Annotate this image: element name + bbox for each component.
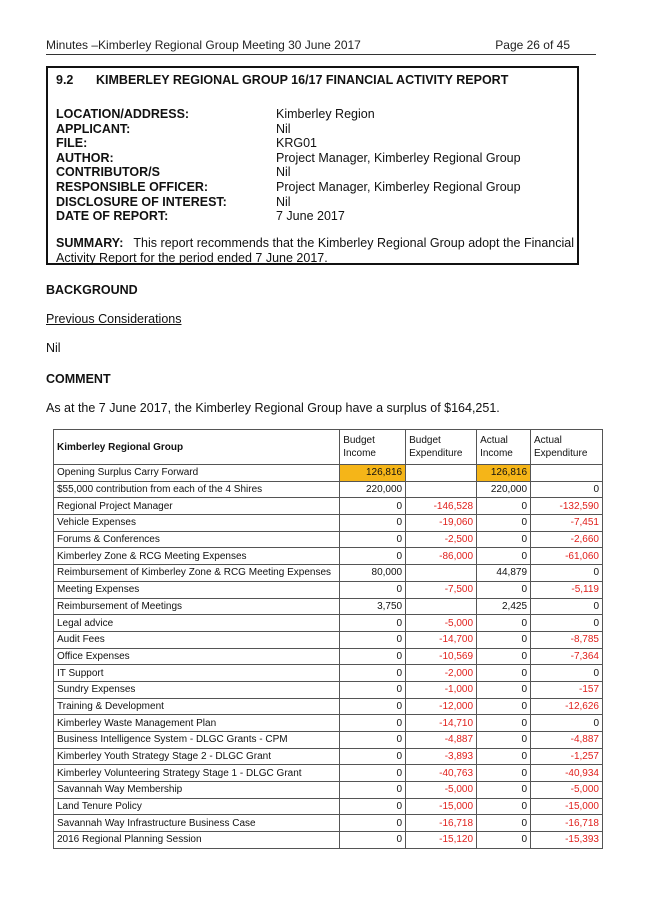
column-header: Budget Expenditure xyxy=(406,430,477,465)
table-row xyxy=(54,465,603,482)
value-cell: -2,660 xyxy=(531,531,603,548)
table-row xyxy=(54,565,603,582)
value-cell: -61,060 xyxy=(531,548,603,565)
column-header: Kimberley Regional Group xyxy=(54,430,340,465)
value-cell: 0 xyxy=(531,615,603,632)
field-value: Kimberley Region xyxy=(276,107,375,121)
table-row xyxy=(54,598,603,615)
value-cell: -19,060 xyxy=(406,515,477,532)
row-label-cell: Reimbursement of Meetings xyxy=(54,598,340,615)
table-row xyxy=(54,515,603,532)
row-label-cell: Reimbursement of Kimberley Zone & RCG Meeting Expenses xyxy=(54,565,340,582)
row-label-cell: Sundry Expenses xyxy=(54,681,340,698)
report-number: 9.2 xyxy=(56,73,74,87)
table-row xyxy=(54,782,603,799)
value-cell: -8,785 xyxy=(531,631,603,648)
row-label-cell: Kimberley Waste Management Plan xyxy=(54,715,340,732)
value-cell: -5,000 xyxy=(406,782,477,799)
value-cell: -5,000 xyxy=(406,615,477,632)
field-row xyxy=(56,107,574,122)
value-cell: -12,626 xyxy=(531,698,603,715)
value-cell xyxy=(531,465,603,482)
field-row xyxy=(56,136,574,151)
table-row xyxy=(54,832,603,849)
row-label-cell: Kimberley Volunteering Strategy Stage 1 - DLGC Grant xyxy=(54,765,340,782)
value-cell: -157 xyxy=(531,681,603,698)
value-cell: 0 xyxy=(340,548,406,565)
table-header-row xyxy=(54,430,603,465)
value-cell: -2,500 xyxy=(406,531,477,548)
value-cell: 0 xyxy=(477,648,531,665)
value-cell: 0 xyxy=(531,481,603,498)
header-title: Minutes –Kimberley Regional Group Meeting 30 June 2017 xyxy=(46,38,361,52)
report-summary-box xyxy=(46,66,579,265)
field-label: LOCATION/ADDRESS: xyxy=(56,107,190,121)
value-cell: 0 xyxy=(340,765,406,782)
value-cell: -15,000 xyxy=(406,798,477,815)
value-cell: -7,364 xyxy=(531,648,603,665)
summary xyxy=(56,236,574,266)
value-cell: 0 xyxy=(531,565,603,582)
table-row xyxy=(54,732,603,749)
value-cell: -7,451 xyxy=(531,515,603,532)
value-cell: 0 xyxy=(340,732,406,749)
table-row xyxy=(54,631,603,648)
value-cell: -40,934 xyxy=(531,765,603,782)
field-label: DISCLOSURE OF INTEREST: xyxy=(56,194,227,209)
value-cell: 0 xyxy=(477,615,531,632)
table-row xyxy=(54,581,603,598)
row-label-cell: Meeting Expenses xyxy=(54,581,340,598)
value-cell: -5,119 xyxy=(531,581,603,598)
value-cell: -15,120 xyxy=(406,832,477,849)
row-label-cell: Legal advice xyxy=(54,615,340,632)
background-heading: BACKGROUND xyxy=(46,283,138,297)
table-row xyxy=(54,498,603,515)
row-label-cell: $55,000 contribution from each of the 4 Shires xyxy=(54,481,340,498)
value-cell: -2,000 xyxy=(406,665,477,682)
value-cell: -146,528 xyxy=(406,498,477,515)
field-value: KRG01 xyxy=(276,136,317,151)
field-value: Nil xyxy=(276,165,291,180)
comment-heading: COMMENT xyxy=(46,372,111,386)
value-cell: 0 xyxy=(340,832,406,849)
page-number: Page 26 of 45 xyxy=(495,38,570,52)
value-cell: 44,879 xyxy=(477,565,531,582)
value-cell: 0 xyxy=(340,748,406,765)
field-label: FILE: xyxy=(56,136,88,151)
comment-text: As at the 7 June 2017, the Kimberley Regional Group have a surplus of $164,251. xyxy=(46,401,500,415)
table-row xyxy=(54,548,603,565)
value-cell: 80,000 xyxy=(340,565,406,582)
value-cell: -1,257 xyxy=(531,748,603,765)
value-cell: -3,893 xyxy=(406,748,477,765)
value-cell: 220,000 xyxy=(340,481,406,498)
value-cell: -5,000 xyxy=(531,782,603,799)
page-header xyxy=(46,38,596,55)
value-cell: 0 xyxy=(340,681,406,698)
value-cell: -16,718 xyxy=(406,815,477,832)
summary-label: SUMMARY: xyxy=(56,235,124,250)
value-cell: 0 xyxy=(477,832,531,849)
row-label-cell: Business Intelligence System - DLGC Grants - CPM xyxy=(54,732,340,749)
field-label: APPLICANT: xyxy=(56,121,131,136)
report-fields xyxy=(56,107,574,224)
row-label-cell: Kimberley Youth Strategy Stage 2 - DLGC Grant xyxy=(54,748,340,765)
row-label-cell: Forums & Conferences xyxy=(54,531,340,548)
table-row xyxy=(54,648,603,665)
value-cell: 0 xyxy=(477,782,531,799)
table-row xyxy=(54,481,603,498)
table-row xyxy=(54,665,603,682)
table-row xyxy=(54,748,603,765)
background-text: Nil xyxy=(46,341,61,355)
value-cell: 0 xyxy=(477,815,531,832)
row-label-cell: Savannah Way Infrastructure Business Case xyxy=(54,815,340,832)
value-cell: -132,590 xyxy=(531,498,603,515)
report-title-text: KIMBERLEY REGIONAL GROUP 16/17 FINANCIAL ACTIVITY REPORT xyxy=(96,73,509,87)
value-cell: 0 xyxy=(477,631,531,648)
table-row xyxy=(54,681,603,698)
table-row xyxy=(54,798,603,815)
table-row xyxy=(54,715,603,732)
value-cell: -1,000 xyxy=(406,681,477,698)
field-value: Project Manager, Kimberley Regional Group xyxy=(276,179,521,194)
value-cell: -4,887 xyxy=(531,732,603,749)
value-cell: 0 xyxy=(477,765,531,782)
field-value: 7 June 2017 xyxy=(276,209,345,224)
value-cell: 3,750 xyxy=(340,598,406,615)
row-label-cell: Regional Project Manager xyxy=(54,498,340,515)
value-cell: 220,000 xyxy=(477,481,531,498)
row-label-cell: Kimberley Zone & RCG Meeting Expenses xyxy=(54,548,340,565)
field-row xyxy=(56,122,574,137)
value-cell xyxy=(406,565,477,582)
value-cell: 2,425 xyxy=(477,598,531,615)
value-cell: 0 xyxy=(340,782,406,799)
row-label-cell: Audit Fees xyxy=(54,631,340,648)
field-value: Project Manager, Kimberley Regional Group xyxy=(276,150,521,165)
row-label-cell: IT Support xyxy=(54,665,340,682)
field-value: Nil xyxy=(276,121,291,136)
value-cell xyxy=(406,481,477,498)
field-label: DATE OF REPORT: xyxy=(56,209,169,224)
field-row xyxy=(56,165,574,180)
column-header: Actual Income xyxy=(477,430,531,465)
field-label: AUTHOR: xyxy=(56,150,114,165)
value-cell: -15,000 xyxy=(531,798,603,815)
table-row xyxy=(54,765,603,782)
field-row xyxy=(56,209,574,224)
value-cell: -40,763 xyxy=(406,765,477,782)
value-cell: 0 xyxy=(340,665,406,682)
table-body xyxy=(54,465,603,849)
value-cell: 0 xyxy=(340,648,406,665)
field-row xyxy=(56,180,574,195)
report-title xyxy=(56,73,574,91)
field-label: RESPONSIBLE OFFICER: xyxy=(56,179,209,194)
value-cell: -12,000 xyxy=(406,698,477,715)
value-cell: 0 xyxy=(340,581,406,598)
row-label-cell: 2016 Regional Planning Session xyxy=(54,832,340,849)
financial-activity-table xyxy=(53,429,603,849)
previous-considerations-heading: Previous Considerations xyxy=(46,312,182,326)
table-row xyxy=(54,815,603,832)
row-label-cell: Training & Development xyxy=(54,698,340,715)
table-row xyxy=(54,531,603,548)
field-value: Nil xyxy=(276,194,291,209)
value-cell: 0 xyxy=(340,631,406,648)
table-row xyxy=(54,615,603,632)
value-cell: 0 xyxy=(477,581,531,598)
row-label-cell: Office Expenses xyxy=(54,648,340,665)
column-header: Actual Expenditure xyxy=(531,430,603,465)
value-cell: 0 xyxy=(340,815,406,832)
value-cell: -86,000 xyxy=(406,548,477,565)
value-cell: 0 xyxy=(477,531,531,548)
field-row xyxy=(56,151,574,166)
row-label-cell: Savannah Way Membership xyxy=(54,782,340,799)
value-cell xyxy=(406,465,477,482)
value-cell: -14,700 xyxy=(406,631,477,648)
value-cell: 126,816 xyxy=(340,465,406,482)
value-cell: 0 xyxy=(477,548,531,565)
value-cell xyxy=(406,598,477,615)
value-cell: 0 xyxy=(340,715,406,732)
value-cell: -7,500 xyxy=(406,581,477,598)
value-cell: 0 xyxy=(340,531,406,548)
value-cell: 126,816 xyxy=(477,465,531,482)
value-cell: 0 xyxy=(340,515,406,532)
value-cell: -15,393 xyxy=(531,832,603,849)
value-cell: 0 xyxy=(340,498,406,515)
value-cell: 0 xyxy=(477,732,531,749)
value-cell: 0 xyxy=(531,715,603,732)
value-cell: 0 xyxy=(340,698,406,715)
value-cell: 0 xyxy=(477,515,531,532)
summary-text: This report recommends that the Kimberley Regional Group adopt the Financial Activity Report for the period ended 7 June 2017. xyxy=(56,235,574,265)
value-cell: -10,569 xyxy=(406,648,477,665)
value-cell: 0 xyxy=(477,498,531,515)
value-cell: 0 xyxy=(531,665,603,682)
field-row xyxy=(56,195,574,210)
value-cell: -14,710 xyxy=(406,715,477,732)
table-row xyxy=(54,698,603,715)
column-header: Budget Income xyxy=(340,430,406,465)
value-cell: 0 xyxy=(531,598,603,615)
value-cell: -4,887 xyxy=(406,732,477,749)
value-cell: -16,718 xyxy=(531,815,603,832)
value-cell: 0 xyxy=(477,798,531,815)
row-label-cell: Land Tenure Policy xyxy=(54,798,340,815)
value-cell: 0 xyxy=(477,681,531,698)
value-cell: 0 xyxy=(477,665,531,682)
field-label: CONTRIBUTOR/S xyxy=(56,165,160,180)
row-label-cell: Vehicle Expenses xyxy=(54,515,340,532)
value-cell: 0 xyxy=(477,748,531,765)
value-cell: 0 xyxy=(477,698,531,715)
value-cell: 0 xyxy=(340,615,406,632)
row-label-cell: Opening Surplus Carry Forward xyxy=(54,465,340,482)
value-cell: 0 xyxy=(340,798,406,815)
value-cell: 0 xyxy=(477,715,531,732)
